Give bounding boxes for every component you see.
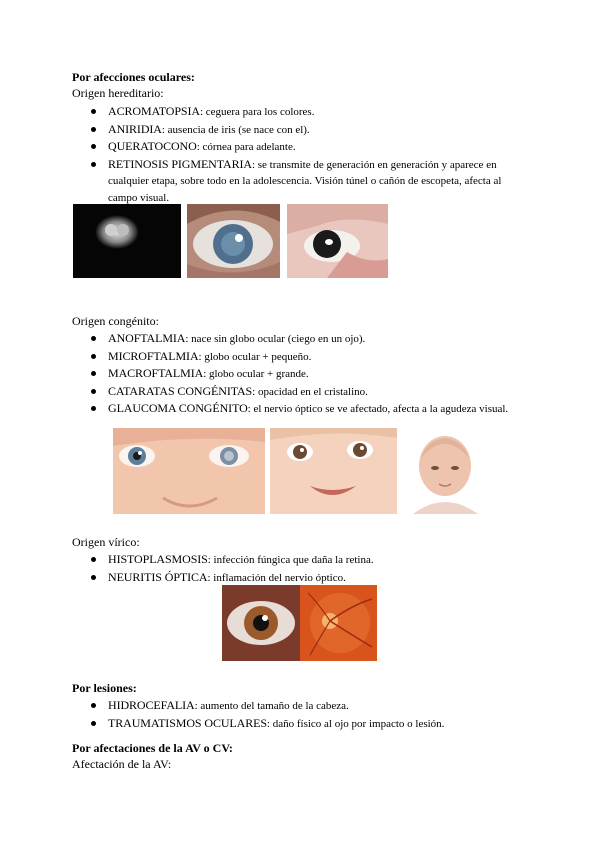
list-item	[72, 103, 532, 121]
term: HISTOPLASMOSIS	[108, 552, 208, 566]
acromatopsia-photo	[73, 204, 181, 278]
list-item	[72, 551, 532, 569]
list-item	[72, 697, 532, 715]
term: ACROMATOPSIA	[108, 104, 200, 118]
list-item	[72, 330, 532, 348]
term: ANOFTALMIA	[108, 331, 186, 345]
baby-smiling-photo	[270, 428, 397, 514]
term-description: : se transmite de generación en generación y aparece en cualquier etapa, sobre todo en la adolescencia. Visión túnel o cañón de escopeta, afecta al campo visual.	[108, 158, 502, 204]
heading-afectacion-av: Afectación de la AV:	[72, 757, 172, 771]
term-description: : infección fúngica que daña la retina.	[207, 554, 374, 566]
eye-and-retina-photo	[222, 585, 377, 661]
term-description: : globo ocular + grande.	[203, 368, 309, 380]
list-item	[72, 365, 532, 383]
term-description: : globo ocular + pequeño.	[198, 350, 312, 363]
queratocono-eye-photo	[287, 204, 388, 278]
list-virico	[72, 551, 532, 586]
list-item	[72, 715, 532, 733]
list-congenito	[72, 330, 532, 418]
term-description: : ausencia de iris (se nace con el).	[161, 123, 310, 136]
heading-origen-congenito: Origen congénito:	[72, 314, 159, 328]
term-description: : nace sin globo ocular (ciego en un ojo).	[185, 333, 366, 345]
term-description: : ceguera para los colores.	[199, 106, 315, 118]
term: ANIRIDIA	[108, 121, 162, 136]
term-description: : aumento del tamaño de la cabeza.	[194, 700, 349, 712]
aniridia-eye-photo	[187, 204, 280, 278]
list-hereditario	[72, 103, 532, 206]
list-item	[72, 138, 532, 156]
term-description: : inflamación del nervio óptico.	[207, 571, 346, 584]
term: HIDROCEFALIA	[108, 698, 195, 712]
term-description: : córnea para adelante.	[196, 141, 296, 153]
term: GLAUCOMA CONGÉNITO	[108, 401, 248, 415]
section-title-lesiones: Por lesiones:	[72, 681, 137, 695]
term: RETINOSIS PIGMENTARIA	[108, 156, 252, 171]
baby-eyes-cataract-photo	[113, 428, 265, 514]
term: TRAUMATISMOS OCULARES	[108, 715, 267, 730]
list-item	[72, 121, 532, 139]
heading-origen-virico: Origen vírico:	[72, 535, 140, 549]
baby-head-photo	[403, 428, 488, 514]
list-item	[72, 156, 532, 207]
section-title-afectaciones: Por afectaciones de la AV o CV:	[72, 741, 233, 755]
section-title-afecciones: Por afecciones oculares:	[72, 70, 195, 84]
list-item	[72, 348, 532, 366]
term-description: : daño físico al ojo por impacto o lesión.	[266, 717, 445, 730]
term: MACROFTALMIA	[108, 366, 204, 380]
term-description: : el nervio óptico se ve afectado, afecta a la agudeza visual.	[247, 403, 509, 415]
term: CATARATAS CONGÉNITAS	[108, 383, 253, 398]
list-lesiones	[72, 697, 532, 732]
list-item	[72, 400, 532, 418]
list-item	[72, 569, 532, 587]
term: QUERATOCONO	[108, 139, 197, 153]
list-item	[72, 383, 532, 401]
term: NEURITIS ÓPTICA	[108, 569, 208, 584]
heading-origen-hereditario: Origen hereditario:	[72, 86, 164, 100]
term: MICROFTALMIA	[108, 348, 199, 363]
term-description: : opacidad en el cristalino.	[252, 385, 368, 398]
